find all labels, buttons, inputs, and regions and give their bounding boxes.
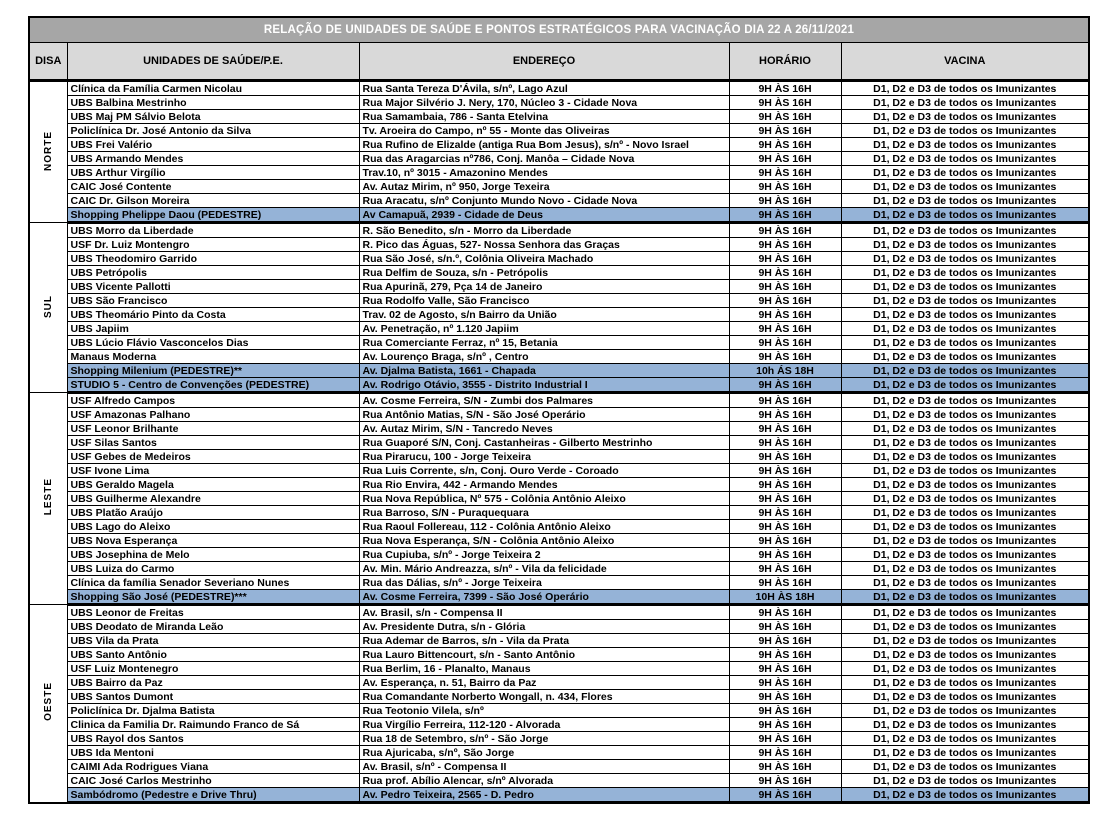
cell-vaccine: D1, D2 e D3 de todos os Imunizantes — [841, 223, 1089, 238]
disa-section-cell — [29, 81, 67, 223]
cell-unit: Manaus Moderna — [67, 350, 359, 364]
cell-unit: UBS Theodomiro Garrido — [67, 252, 359, 266]
cell-address: R. Pico das Águas, 527- Nossa Senhora das Graças — [359, 238, 729, 252]
cell-hours: 9H ÀS 16H — [729, 408, 841, 422]
cell-unit: UBS Josephina de Melo — [67, 548, 359, 562]
cell-vaccine: D1, D2 e D3 de todos os Imunizantes — [841, 280, 1089, 294]
table-body — [29, 81, 1089, 803]
table-row — [29, 760, 1089, 774]
cell-unit: UBS Nova Esperança — [67, 534, 359, 548]
table-row — [29, 450, 1089, 464]
cell-unit: Clínica da Família Carmen Nicolau — [67, 81, 359, 96]
cell-hours: 9H ÀS 16H — [729, 266, 841, 280]
cell-vaccine: D1, D2 e D3 de todos os Imunizantes — [841, 506, 1089, 520]
disa-section-label: NORTE — [42, 130, 54, 171]
cell-unit: UBS Guilherme Alexandre — [67, 492, 359, 506]
cell-vaccine: D1, D2 e D3 de todos os Imunizantes — [841, 322, 1089, 336]
cell-hours: 9H ÀS 16H — [729, 464, 841, 478]
cell-unit: USF Ivone Lima — [67, 464, 359, 478]
cell-address: Av. Cosme Ferreira, S/N - Zumbi dos Palmares — [359, 393, 729, 408]
table-row — [29, 732, 1089, 746]
cell-unit: CAIMI Ada Rodrigues Viana — [67, 760, 359, 774]
cell-unit: USF Silas Santos — [67, 436, 359, 450]
cell-address: Rua Ajuricaba, s/nº, São Jorge — [359, 746, 729, 760]
disa-section-label: SUL — [42, 294, 54, 318]
cell-vaccine: D1, D2 e D3 de todos os Imunizantes — [841, 350, 1089, 364]
cell-unit: UBS Leonor de Freitas — [67, 605, 359, 620]
cell-hours: 9H ÀS 16H — [729, 534, 841, 548]
cell-hours: 9H ÀS 16H — [729, 576, 841, 590]
cell-hours: 9H ÀS 16H — [729, 718, 841, 732]
table-row — [29, 208, 1089, 223]
cell-unit: Shopping São José (PEDESTRE)*** — [67, 590, 359, 605]
cell-unit: Clínica da família Senador Severiano Nunes — [67, 576, 359, 590]
cell-hours: 9H ÀS 16H — [729, 308, 841, 322]
disa-section-label: OESTE — [42, 682, 54, 722]
cell-unit: USF Luiz Montenegro — [67, 662, 359, 676]
cell-hours: 9H ÀS 16H — [729, 422, 841, 436]
cell-unit: UBS Ida Mentoni — [67, 746, 359, 760]
cell-address: Rua Virgílio Ferreira, 112-120 - Alvorada — [359, 718, 729, 732]
cell-hours: 9H ÀS 16H — [729, 492, 841, 506]
cell-hours: 9H ÀS 16H — [729, 562, 841, 576]
cell-hours: 9H ÀS 16H — [729, 208, 841, 223]
column-header-vacina: VACINA — [841, 43, 1089, 81]
cell-unit: Shopping Milenium (PEDESTRE)** — [67, 364, 359, 378]
cell-hours: 9H ÀS 16H — [729, 788, 841, 803]
table-row — [29, 350, 1089, 364]
cell-address: Av. Min. Mário Andreazza, s/nº - Vila da felicidade — [359, 562, 729, 576]
cell-address: Av. Rodrigo Otávio, 3555 - Distrito Industrial I — [359, 378, 729, 393]
cell-address: Rua Berlim, 16 - Planalto, Manaus — [359, 662, 729, 676]
cell-vaccine: D1, D2 e D3 de todos os Imunizantes — [841, 746, 1089, 760]
table-row — [29, 180, 1089, 194]
cell-unit: UBS Theomário Pinto da Costa — [67, 308, 359, 322]
cell-unit: USF Dr. Luiz Montengro — [67, 238, 359, 252]
table-row — [29, 478, 1089, 492]
cell-hours: 9H ÀS 16H — [729, 124, 841, 138]
table-row — [29, 562, 1089, 576]
table-row — [29, 81, 1089, 96]
disa-section-cell — [29, 223, 67, 393]
cell-hours: 9H ÀS 16H — [729, 774, 841, 788]
cell-vaccine: D1, D2 e D3 de todos os Imunizantes — [841, 408, 1089, 422]
cell-address: Rua Major Silvério J. Nery, 170, Núcleo 3 - Cidade Nova — [359, 96, 729, 110]
cell-address: Av. Djalma Batista, 1661 - Chapada — [359, 364, 729, 378]
cell-vaccine: D1, D2 e D3 de todos os Imunizantes — [841, 634, 1089, 648]
table-row — [29, 110, 1089, 124]
cell-hours: 9H ÀS 16H — [729, 634, 841, 648]
cell-address: Rua das Dálias, s/nº - Jorge Teixeira — [359, 576, 729, 590]
cell-address: Rua Aracatu, s/nº Conjunto Mundo Novo - Cidade Nova — [359, 194, 729, 208]
table-row — [29, 364, 1089, 378]
table-row — [29, 576, 1089, 590]
cell-unit: UBS Japiim — [67, 322, 359, 336]
cell-vaccine: D1, D2 e D3 de todos os Imunizantes — [841, 718, 1089, 732]
table-row — [29, 194, 1089, 208]
cell-address: Av. Penetração, nº 1.120 Japiim — [359, 322, 729, 336]
cell-hours: 9H ÀS 16H — [729, 138, 841, 152]
cell-address: Rua das Aragarcias nº786, Conj. Manôa – Cidade Nova — [359, 152, 729, 166]
cell-hours: 9H ÀS 16H — [729, 223, 841, 238]
table-row — [29, 774, 1089, 788]
cell-hours: 9H ÀS 16H — [729, 252, 841, 266]
cell-unit: UBS Balbina Mestrinho — [67, 96, 359, 110]
cell-vaccine: D1, D2 e D3 de todos os Imunizantes — [841, 81, 1089, 96]
cell-vaccine: D1, D2 e D3 de todos os Imunizantes — [841, 704, 1089, 718]
cell-address: Rua Rio Envira, 442 - Armando Mendes — [359, 478, 729, 492]
cell-hours: 9H ÀS 16H — [729, 350, 841, 364]
table-row — [29, 422, 1089, 436]
disa-section-cell — [29, 605, 67, 803]
table-row — [29, 436, 1089, 450]
cell-vaccine: D1, D2 e D3 de todos os Imunizantes — [841, 393, 1089, 408]
cell-unit: Policlínica Dr. José Antonio da Silva — [67, 124, 359, 138]
cell-unit: USF Gebes de Medeiros — [67, 450, 359, 464]
cell-unit: UBS Rayol dos Santos — [67, 732, 359, 746]
cell-address: Av. Brasil, s/n - Compensa II — [359, 605, 729, 620]
cell-unit: Clinica da Familia Dr. Raimundo Franco de Sá — [67, 718, 359, 732]
cell-vaccine: D1, D2 e D3 de todos os Imunizantes — [841, 676, 1089, 690]
cell-vaccine: D1, D2 e D3 de todos os Imunizantes — [841, 378, 1089, 393]
table-row — [29, 718, 1089, 732]
table-row — [29, 223, 1089, 238]
cell-address: Rua Santa Tereza D'Ávila, s/nº, Lago Azul — [359, 81, 729, 96]
cell-hours: 9H ÀS 16H — [729, 450, 841, 464]
cell-unit: CAIC Dr. Gilson Moreira — [67, 194, 359, 208]
cell-address: Rua Lauro Bittencourt, s/n - Santo Antônio — [359, 648, 729, 662]
column-header-disa: DISA — [29, 43, 67, 81]
cell-vaccine: D1, D2 e D3 de todos os Imunizantes — [841, 662, 1089, 676]
cell-unit: CAIC José Carlos Mestrinho — [67, 774, 359, 788]
cell-address: Rua Delfim de Souza, s/n - Petrópolis — [359, 266, 729, 280]
table-row — [29, 534, 1089, 548]
cell-hours: 9H ÀS 16H — [729, 280, 841, 294]
cell-hours: 9H ÀS 16H — [729, 506, 841, 520]
cell-unit: UBS Vila da Prata — [67, 634, 359, 648]
cell-vaccine: D1, D2 e D3 de todos os Imunizantes — [841, 562, 1089, 576]
cell-unit: USF Alfredo Campos — [67, 393, 359, 408]
cell-vaccine: D1, D2 e D3 de todos os Imunizantes — [841, 492, 1089, 506]
cell-vaccine: D1, D2 e D3 de todos os Imunizantes — [841, 308, 1089, 322]
cell-hours: 9H ÀS 16H — [729, 648, 841, 662]
cell-unit: UBS Maj PM Sálvio Belota — [67, 110, 359, 124]
table-row — [29, 252, 1089, 266]
column-header-endereco: ENDEREÇO — [359, 43, 729, 81]
cell-vaccine: D1, D2 e D3 de todos os Imunizantes — [841, 464, 1089, 478]
cell-hours: 9H ÀS 16H — [729, 166, 841, 180]
cell-unit: Policlínica Dr. Djalma Batista — [67, 704, 359, 718]
header-row — [29, 43, 1089, 81]
cell-address: Rua Apurinã, 279, Pça 14 de Janeiro — [359, 280, 729, 294]
table-row — [29, 548, 1089, 562]
table-row — [29, 690, 1089, 704]
cell-vaccine: D1, D2 e D3 de todos os Imunizantes — [841, 180, 1089, 194]
cell-unit: USF Leonor Brilhante — [67, 422, 359, 436]
cell-vaccine: D1, D2 e D3 de todos os Imunizantes — [841, 124, 1089, 138]
table-row — [29, 124, 1089, 138]
cell-hours: 9H ÀS 16H — [729, 110, 841, 124]
cell-address: Trav. 02 de Agosto, s/n Bairro da União — [359, 308, 729, 322]
table-row — [29, 280, 1089, 294]
cell-unit: UBS Luiza do Carmo — [67, 562, 359, 576]
cell-unit: UBS Morro da Liberdade — [67, 223, 359, 238]
cell-address: Av. Pedro Teixeira, 2565 - D. Pedro — [359, 788, 729, 803]
units-table — [28, 16, 1090, 804]
table-row — [29, 294, 1089, 308]
cell-unit: CAIC José Contente — [67, 180, 359, 194]
cell-vaccine: D1, D2 e D3 de todos os Imunizantes — [841, 110, 1089, 124]
cell-hours: 9H ÀS 16H — [729, 760, 841, 774]
cell-unit: USF Amazonas Palhano — [67, 408, 359, 422]
cell-hours: 10H ÀS 18H — [729, 590, 841, 605]
cell-address: Av. Autaz Mirim, S/N - Tancredo Neves — [359, 422, 729, 436]
cell-address: Rua Nova Esperança, S/N - Colônia Antônio Aleixo — [359, 534, 729, 548]
cell-unit: UBS Bairro da Paz — [67, 676, 359, 690]
cell-address: Av. Brasil, s/nº - Compensa II — [359, 760, 729, 774]
disa-section-cell — [29, 393, 67, 605]
cell-vaccine: D1, D2 e D3 de todos os Imunizantes — [841, 238, 1089, 252]
cell-unit: UBS Frei Valério — [67, 138, 359, 152]
cell-hours: 9H ÀS 16H — [729, 436, 841, 450]
cell-unit: UBS Arthur Virgílio — [67, 166, 359, 180]
cell-hours: 9H ÀS 16H — [729, 704, 841, 718]
cell-vaccine: D1, D2 e D3 de todos os Imunizantes — [841, 294, 1089, 308]
cell-unit: UBS Petrópolis — [67, 266, 359, 280]
cell-hours: 9H ÀS 16H — [729, 520, 841, 534]
column-header-unidades: UNIDADES DE SAÚDE/P.E. — [67, 43, 359, 81]
cell-address: Rua Barroso, S/N - Puraquequara — [359, 506, 729, 520]
table-row — [29, 266, 1089, 280]
cell-address: Rua Cupiuba, s/nº - Jorge Teixeira 2 — [359, 548, 729, 562]
cell-vaccine: D1, D2 e D3 de todos os Imunizantes — [841, 605, 1089, 620]
table-row — [29, 506, 1089, 520]
cell-vaccine: D1, D2 e D3 de todos os Imunizantes — [841, 788, 1089, 803]
cell-vaccine: D1, D2 e D3 de todos os Imunizantes — [841, 166, 1089, 180]
cell-address: Trav.10, nº 3015 - Amazonino Mendes — [359, 166, 729, 180]
cell-vaccine: D1, D2 e D3 de todos os Imunizantes — [841, 534, 1089, 548]
cell-hours: 9H ÀS 16H — [729, 662, 841, 676]
cell-vaccine: D1, D2 e D3 de todos os Imunizantes — [841, 576, 1089, 590]
cell-address: Rua prof. Abílio Alencar, s/nº Alvorada — [359, 774, 729, 788]
table-row — [29, 322, 1089, 336]
cell-address: Av. Esperança, n. 51, Bairro da Paz — [359, 676, 729, 690]
cell-address: Rua Rufino de Elizalde (antiga Rua Bom Jesus), s/nº - Novo Israel — [359, 138, 729, 152]
cell-hours: 9H ÀS 16H — [729, 605, 841, 620]
cell-hours: 9H ÀS 16H — [729, 746, 841, 760]
cell-hours: 9H ÀS 16H — [729, 294, 841, 308]
cell-address: Rua 18 de Setembro, s/nº - São Jorge — [359, 732, 729, 746]
cell-unit: UBS Lúcio Flávio Vasconcelos Dias — [67, 336, 359, 350]
cell-vaccine: D1, D2 e D3 de todos os Imunizantes — [841, 436, 1089, 450]
cell-hours: 9H ÀS 16H — [729, 180, 841, 194]
cell-vaccine: D1, D2 e D3 de todos os Imunizantes — [841, 252, 1089, 266]
cell-hours: 9H ÀS 16H — [729, 676, 841, 690]
cell-hours: 9H ÀS 16H — [729, 620, 841, 634]
cell-address: R. São Benedito, s/n - Morro da Liberdade — [359, 223, 729, 238]
cell-hours: 9H ÀS 16H — [729, 96, 841, 110]
cell-vaccine: D1, D2 e D3 de todos os Imunizantes — [841, 774, 1089, 788]
cell-unit: STUDIO 5 - Centro de Convenções (PEDESTRE) — [67, 378, 359, 393]
cell-unit: UBS Armando Mendes — [67, 152, 359, 166]
cell-address: Rua Luis Corrente, s/n, Conj. Ouro Verde - Coroado — [359, 464, 729, 478]
cell-unit: Shopping Phelippe Daou (PEDESTRE) — [67, 208, 359, 223]
cell-unit: UBS Santo Antônio — [67, 648, 359, 662]
table-row — [29, 378, 1089, 393]
cell-hours: 9H ÀS 16H — [729, 690, 841, 704]
cell-vaccine: D1, D2 e D3 de todos os Imunizantes — [841, 690, 1089, 704]
cell-unit: UBS Platão Araújo — [67, 506, 359, 520]
cell-unit: UBS Deodato de Miranda Leão — [67, 620, 359, 634]
table-row — [29, 492, 1089, 506]
cell-address: Tv. Aroeira do Campo, nº 55 - Monte das Oliveiras — [359, 124, 729, 138]
table-row — [29, 166, 1089, 180]
table-row — [29, 704, 1089, 718]
table-row — [29, 605, 1089, 620]
cell-hours: 9H ÀS 16H — [729, 548, 841, 562]
cell-address: Av. Lourenço Braga, s/nº , Centro — [359, 350, 729, 364]
cell-vaccine: D1, D2 e D3 de todos os Imunizantes — [841, 364, 1089, 378]
table-row — [29, 336, 1089, 350]
cell-vaccine: D1, D2 e D3 de todos os Imunizantes — [841, 152, 1089, 166]
cell-address: Rua Nova República, Nº 575 - Colônia Antônio Aleixo — [359, 492, 729, 506]
table-row — [29, 408, 1089, 422]
cell-unit: UBS Vicente Pallotti — [67, 280, 359, 294]
cell-unit: UBS São Francisco — [67, 294, 359, 308]
cell-address: Rua Comandante Norberto Wongall, n. 434, Flores — [359, 690, 729, 704]
cell-hours: 9H ÀS 16H — [729, 152, 841, 166]
cell-vaccine: D1, D2 e D3 de todos os Imunizantes — [841, 194, 1089, 208]
table-row — [29, 648, 1089, 662]
cell-hours: 9H ÀS 16H — [729, 378, 841, 393]
cell-vaccine: D1, D2 e D3 de todos os Imunizantes — [841, 266, 1089, 280]
cell-address: Av. Autaz Mirim, nº 950, Jorge Texeira — [359, 180, 729, 194]
cell-unit: Sambódromo (Pedestre e Drive Thru) — [67, 788, 359, 803]
table-row — [29, 620, 1089, 634]
cell-vaccine: D1, D2 e D3 de todos os Imunizantes — [841, 450, 1089, 464]
cell-address: Av. Cosme Ferreira, 7399 - São José Operário — [359, 590, 729, 605]
table-row — [29, 393, 1089, 408]
cell-vaccine: D1, D2 e D3 de todos os Imunizantes — [841, 208, 1089, 223]
cell-vaccine: D1, D2 e D3 de todos os Imunizantes — [841, 548, 1089, 562]
cell-hours: 9H ÀS 16H — [729, 732, 841, 746]
disa-section-label: LESTE — [42, 478, 54, 516]
cell-unit: UBS Lago do Aleixo — [67, 520, 359, 534]
cell-address: Rua Teotonio Vilela, s/nº — [359, 704, 729, 718]
cell-hours: 9H ÀS 16H — [729, 194, 841, 208]
cell-address: Rua Pirarucu, 100 - Jorge Teixeira — [359, 450, 729, 464]
table-row — [29, 138, 1089, 152]
cell-hours: 9H ÀS 16H — [729, 81, 841, 96]
cell-hours: 9H ÀS 16H — [729, 336, 841, 350]
cell-address: Rua Raoul Follereau, 112 - Colônia Antônio Aleixo — [359, 520, 729, 534]
table-row — [29, 152, 1089, 166]
cell-vaccine: D1, D2 e D3 de todos os Imunizantes — [841, 590, 1089, 605]
cell-address: Av Camapuã, 2939 - Cidade de Deus — [359, 208, 729, 223]
cell-address: Rua Comerciante Ferraz, nº 15, Betania — [359, 336, 729, 350]
table-row — [29, 308, 1089, 322]
cell-vaccine: D1, D2 e D3 de todos os Imunizantes — [841, 648, 1089, 662]
title-row — [29, 17, 1089, 43]
cell-address: Rua Antônio Matias, S/N - São José Operário — [359, 408, 729, 422]
cell-vaccine: D1, D2 e D3 de todos os Imunizantes — [841, 422, 1089, 436]
cell-address: Rua São José, s/n.º, Colônia Oliveira Machado — [359, 252, 729, 266]
cell-hours: 9H ÀS 16H — [729, 393, 841, 408]
cell-address: Rua Samambaia, 786 - Santa Etelvina — [359, 110, 729, 124]
table-row — [29, 788, 1089, 803]
cell-hours: 10h ÁS 18H — [729, 364, 841, 378]
cell-hours: 9H ÀS 16H — [729, 478, 841, 492]
table-row — [29, 634, 1089, 648]
cell-vaccine: D1, D2 e D3 de todos os Imunizantes — [841, 760, 1089, 774]
cell-vaccine: D1, D2 e D3 de todos os Imunizantes — [841, 96, 1089, 110]
column-header-horario: HORÁRIO — [729, 43, 841, 81]
cell-vaccine: D1, D2 e D3 de todos os Imunizantes — [841, 336, 1089, 350]
cell-address: Rua Ademar de Barros, s/n - Vila da Prata — [359, 634, 729, 648]
cell-hours: 9H ÀS 16H — [729, 238, 841, 252]
cell-vaccine: D1, D2 e D3 de todos os Imunizantes — [841, 732, 1089, 746]
table-row — [29, 662, 1089, 676]
cell-vaccine: D1, D2 e D3 de todos os Imunizantes — [841, 620, 1089, 634]
table-row — [29, 746, 1089, 760]
cell-hours: 9H ÀS 16H — [729, 322, 841, 336]
cell-vaccine: D1, D2 e D3 de todos os Imunizantes — [841, 520, 1089, 534]
cell-vaccine: D1, D2 e D3 de todos os Imunizantes — [841, 478, 1089, 492]
table-row — [29, 590, 1089, 605]
cell-unit: UBS Santos Dumont — [67, 690, 359, 704]
table-row — [29, 520, 1089, 534]
table-row — [29, 238, 1089, 252]
cell-unit: UBS Geraldo Magela — [67, 478, 359, 492]
cell-address: Rua Rodolfo Valle, São Francisco — [359, 294, 729, 308]
table-row — [29, 676, 1089, 690]
table-title: RELAÇÃO DE UNIDADES DE SAÚDE E PONTOS ESTRATÉGICOS PARA VACINAÇÃO DIA 22 A 26/11/2021 — [29, 17, 1089, 43]
table-row — [29, 96, 1089, 110]
table-row — [29, 464, 1089, 478]
cell-address: Rua Guaporé S/N, Conj. Castanheiras - Gilberto Mestrinho — [359, 436, 729, 450]
cell-address: Av. Presidente Dutra, s/n - Glória — [359, 620, 729, 634]
cell-vaccine: D1, D2 e D3 de todos os Imunizantes — [841, 138, 1089, 152]
